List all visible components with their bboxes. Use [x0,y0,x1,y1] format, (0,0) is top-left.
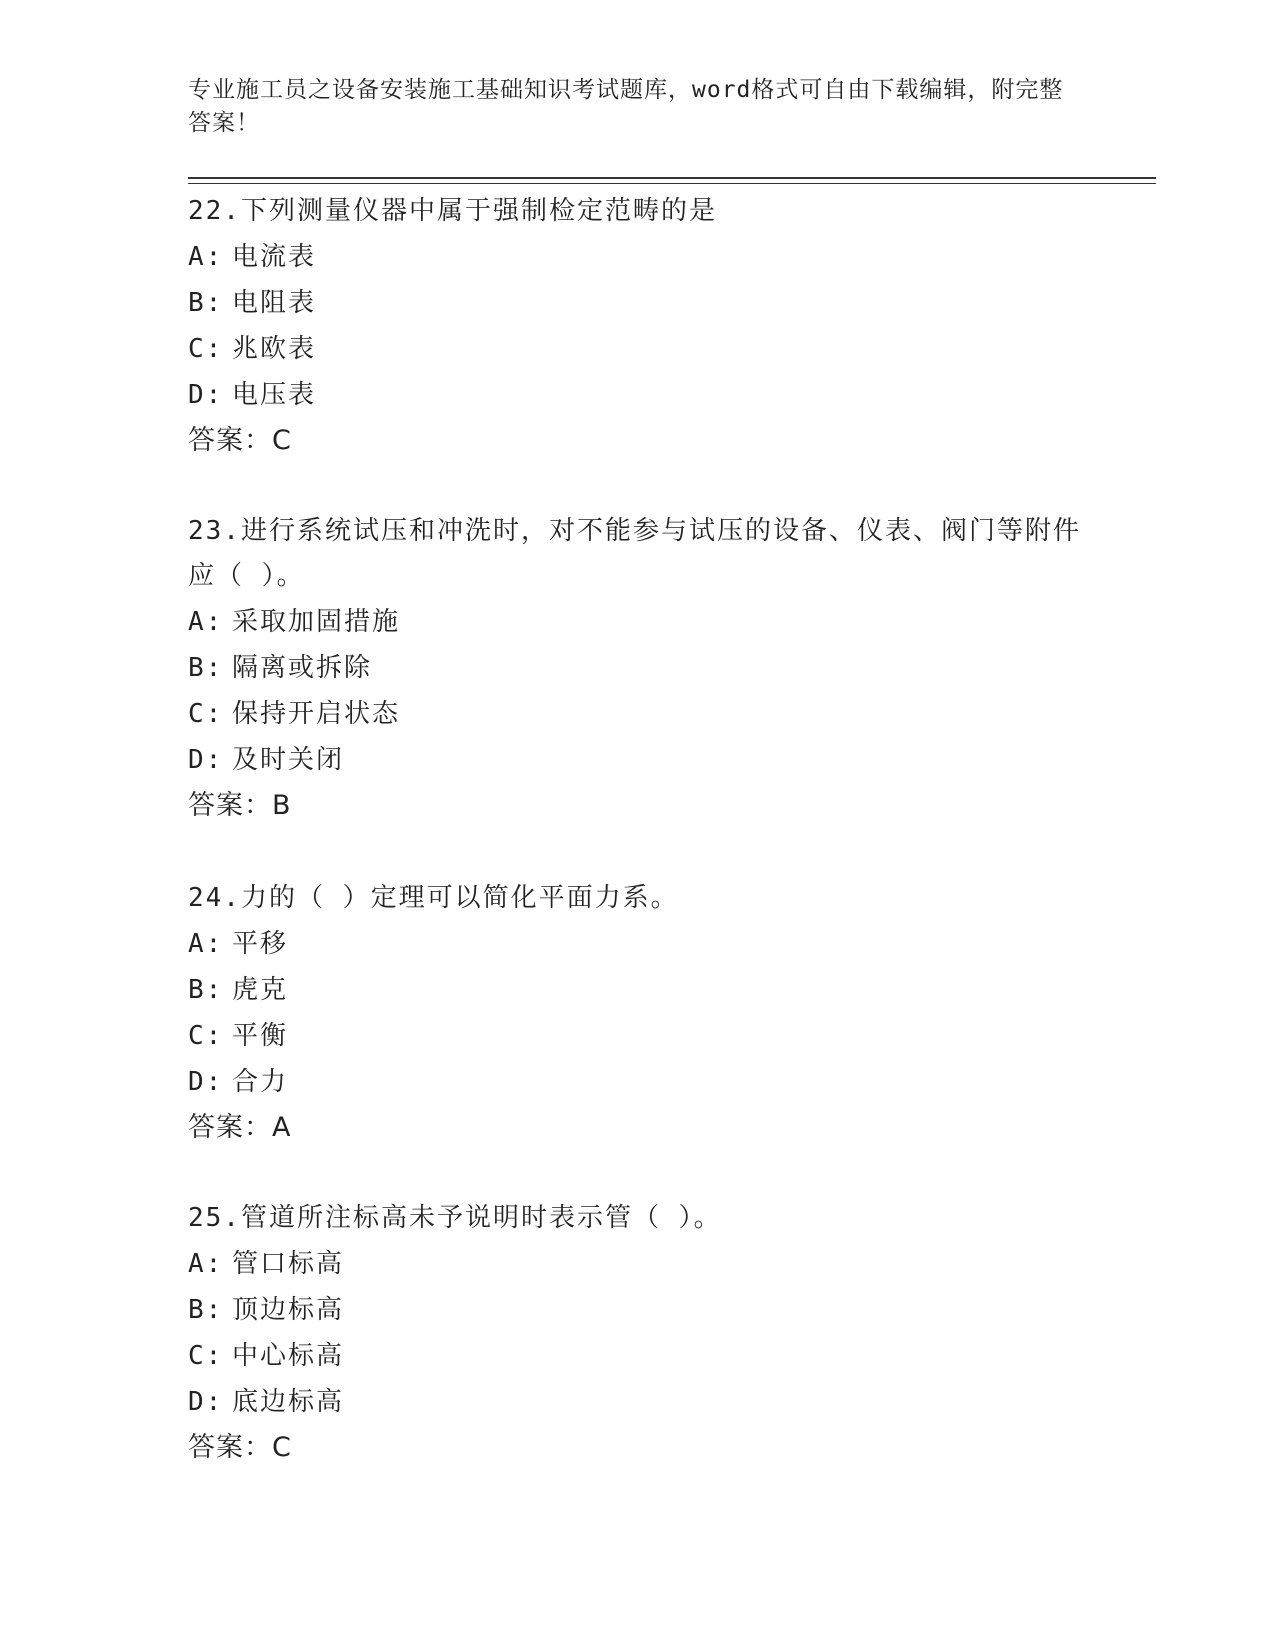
option-letter: B: [188,288,224,318]
question-block [188,189,1088,464]
answer-line: 答案：C [188,425,292,456]
option-letter: C: [188,699,224,729]
option-letter: C: [188,334,224,364]
question-stem: 24.力的（ ）定理可以简化平面力系。 [188,883,679,913]
option-d [188,1379,1088,1425]
option-d [188,737,1088,783]
option-text: 顶边标高 [232,1295,345,1325]
option-letter: A: [188,607,224,637]
option-text: 底边标高 [232,1387,345,1417]
option-c [188,1013,1088,1059]
option-a [188,599,1088,645]
option-letter: A: [188,242,224,272]
option-d [188,372,1088,418]
option-b [188,967,1088,1013]
option-letter: D: [188,1067,224,1097]
option-text: 隔离或拆除 [232,653,373,683]
option-text: 采取加固措施 [232,607,401,637]
option-letter: C: [188,1341,224,1371]
option-letter: D: [188,745,224,775]
option-letter: D: [188,1387,224,1417]
option-letter: B: [188,975,224,1005]
option-text: 平移 [232,929,289,959]
option-letter: A: [188,929,224,959]
option-text: 兆欧表 [232,334,317,364]
option-b [188,645,1088,691]
question-block [188,1196,1088,1471]
question-stem: 22.下列测量仪器中属于强制检定范畴的是 [188,196,717,226]
option-text: 平衡 [232,1021,289,1051]
header-divider-thick [188,177,1156,179]
option-text: 电流表 [232,242,317,272]
answer-line: 答案：A [188,1112,292,1143]
option-c [188,1333,1088,1379]
option-text: 保持开启状态 [232,699,401,729]
option-b [188,280,1088,326]
answer-line: 答案：C [188,1432,292,1463]
question-stem: 23.进行系统试压和冲洗时，对不能参与试压的设备、仪表、阀门等附件应（ ）。 [188,516,1081,591]
option-letter: C: [188,1021,224,1051]
header-divider-thin [188,183,1156,184]
document-header: 专业施工员之设备安装施工基础知识考试题库，word格式可自由下载编辑，附完整答案！ [188,77,1064,136]
option-letter: A: [188,1249,224,1279]
option-text: 虎克 [232,975,289,1005]
option-text: 及时关闭 [232,745,345,775]
question-block [188,509,1088,829]
option-text: 中心标高 [232,1341,345,1371]
option-letter: B: [188,1295,224,1325]
option-d [188,1059,1088,1105]
option-c [188,326,1088,372]
option-a [188,234,1088,280]
option-letter: B: [188,653,224,683]
option-text: 电压表 [232,380,317,410]
option-text: 合力 [232,1067,289,1097]
option-a [188,921,1088,967]
question-block [188,876,1088,1151]
option-letter: D: [188,380,224,410]
question-stem: 25.管道所注标高未予说明时表示管（ ）。 [188,1203,722,1233]
option-a [188,1241,1088,1287]
answer-line: 答案：B [188,790,292,821]
option-b [188,1287,1088,1333]
option-text: 电阻表 [232,288,317,318]
option-text: 管口标高 [232,1249,345,1279]
option-c [188,691,1088,737]
